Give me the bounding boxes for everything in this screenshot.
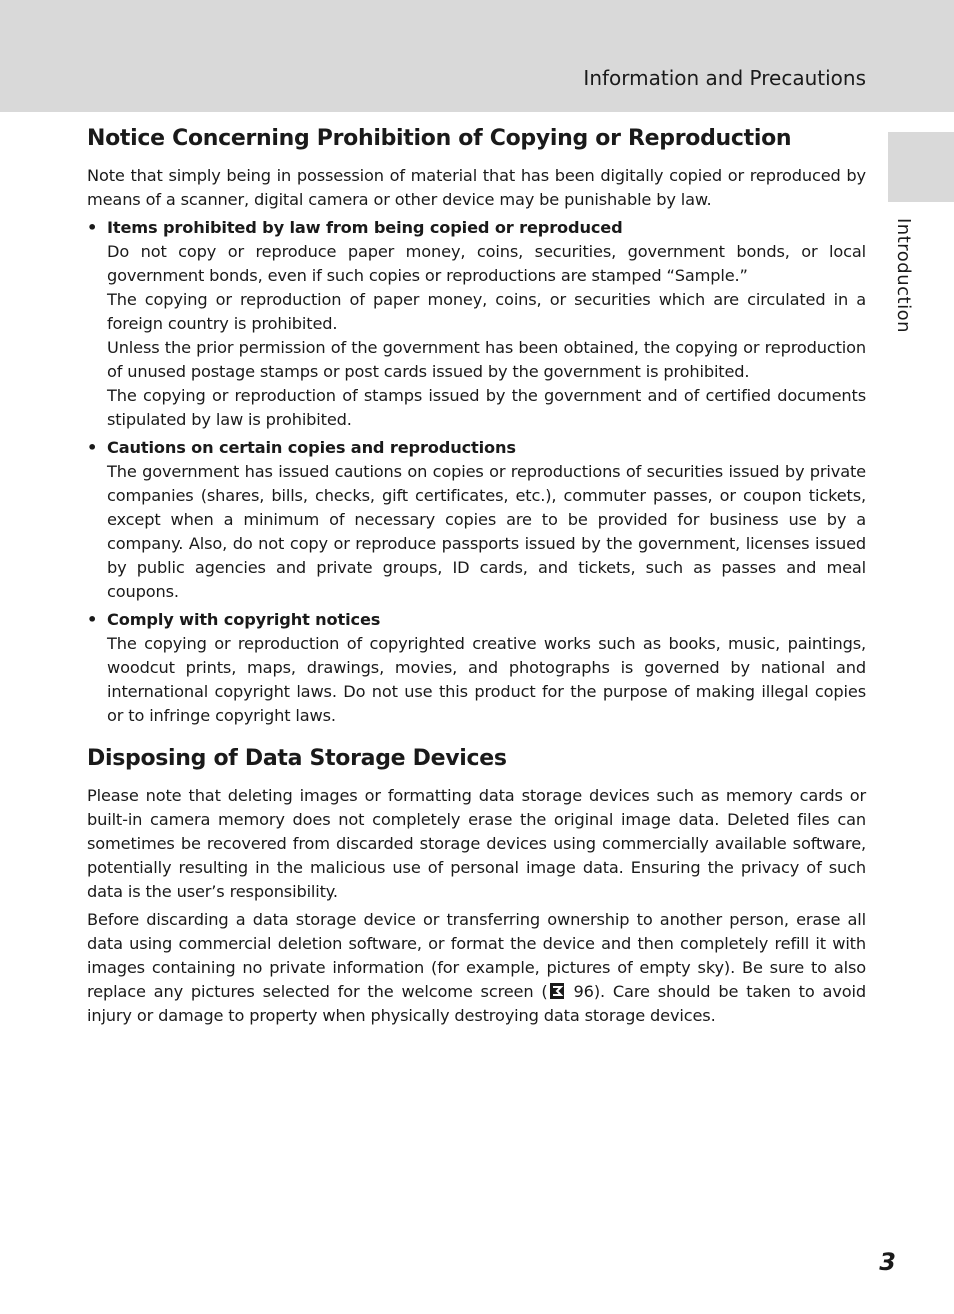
bullet-item xyxy=(87,436,866,604)
bullet-paragraph: The government has issued cautions on copies or reproductions of securities issued by private companies (shares, bills, checks, gift certificates, etc.), commuter passes, or coupon tickets, except when a minimum of necessary copies are to be provided for business use by a company. Also, do not copy or reproduce passports issued by the government, licenses issued by public agencies and private groups, ID cards, and tickets, such as passes and meal coupons. xyxy=(107,462,866,601)
bullet-paragraph: Unless the prior permission of the government has been obtained, the copying or reproduction of unused postage stamps or post cards issued by the government is prohibited. xyxy=(107,338,866,381)
page-content xyxy=(87,124,866,1032)
section-heading-disposing: Disposing of Data Storage Devices xyxy=(87,746,507,771)
bullet-paragraph: The copying or reproduction of paper money, coins, or securities which are circulated in a foreign country is prohibited. xyxy=(107,290,866,333)
page-reference-icon xyxy=(549,982,565,1000)
page-number: 3 xyxy=(879,1248,896,1276)
section-intro: Note that simply being in possession of material that has been digitally copied or reproduced by means of a scanner, digital camera or other device may be punishable by law. xyxy=(87,166,866,209)
disposing-paragraph-1: Please note that deleting images or formatting data storage devices such as memory cards or built-in camera memory does not completely erase the original image data. Deleted files can sometimes be recovered from discarded storage devices using commercially available software, potentially resulting in the malicious use of personal image data. Ensuring the privacy of such data is the user’s responsibility. xyxy=(87,786,866,901)
section-heading-copying: Notice Concerning Prohibition of Copying or Reproduction xyxy=(87,126,792,151)
header-band xyxy=(0,0,954,112)
bullet-icon: • xyxy=(87,610,98,629)
bullet-heading: Cautions on certain copies and reproductions xyxy=(107,438,516,457)
running-header: Information and Precautions xyxy=(583,66,866,90)
page-reference-number[interactable]: 96 xyxy=(573,982,594,1001)
bullet-item xyxy=(87,608,866,728)
bullet-heading: Items prohibited by law from being copied or reproduced xyxy=(107,218,623,237)
section-tab-marker xyxy=(888,132,954,202)
bullet-paragraph: The copying or reproduction of stamps issued by the government and of certified documents stipulated by law is prohibited. xyxy=(107,386,866,429)
disposing-paragraph-2: Before discarding a data storage device or transferring ownership to another person, erase all data using commercial deletion software, or format the device and then completely refill it with images containing no private information (for example, pictures of empty sky). Be sure to also replace any pictures selected for the welcome screen ( 96). Care should be taken to avoid injury or damage to property when physically destroying data storage devices. xyxy=(87,910,866,1025)
bullet-heading: Comply with copyright notices xyxy=(107,610,381,629)
bullet-icon: • xyxy=(87,218,98,237)
bullet-paragraph: Do not copy or reproduce paper money, coins, securities, government bonds, or local government bonds, even if such copies or reproductions are stamped “Sample.” xyxy=(107,242,866,285)
bullet-paragraph: The copying or reproduction of copyrighted creative works such as books, music, paintings, woodcut prints, maps, drawings, movies, and photographs is governed by national and international copyright laws. Do not use this product for the purpose of making illegal copies or to infringe copyright laws. xyxy=(107,634,866,725)
bullet-icon: • xyxy=(87,438,98,457)
bullet-item xyxy=(87,216,866,432)
section-tab-label: Introduction xyxy=(893,218,914,334)
